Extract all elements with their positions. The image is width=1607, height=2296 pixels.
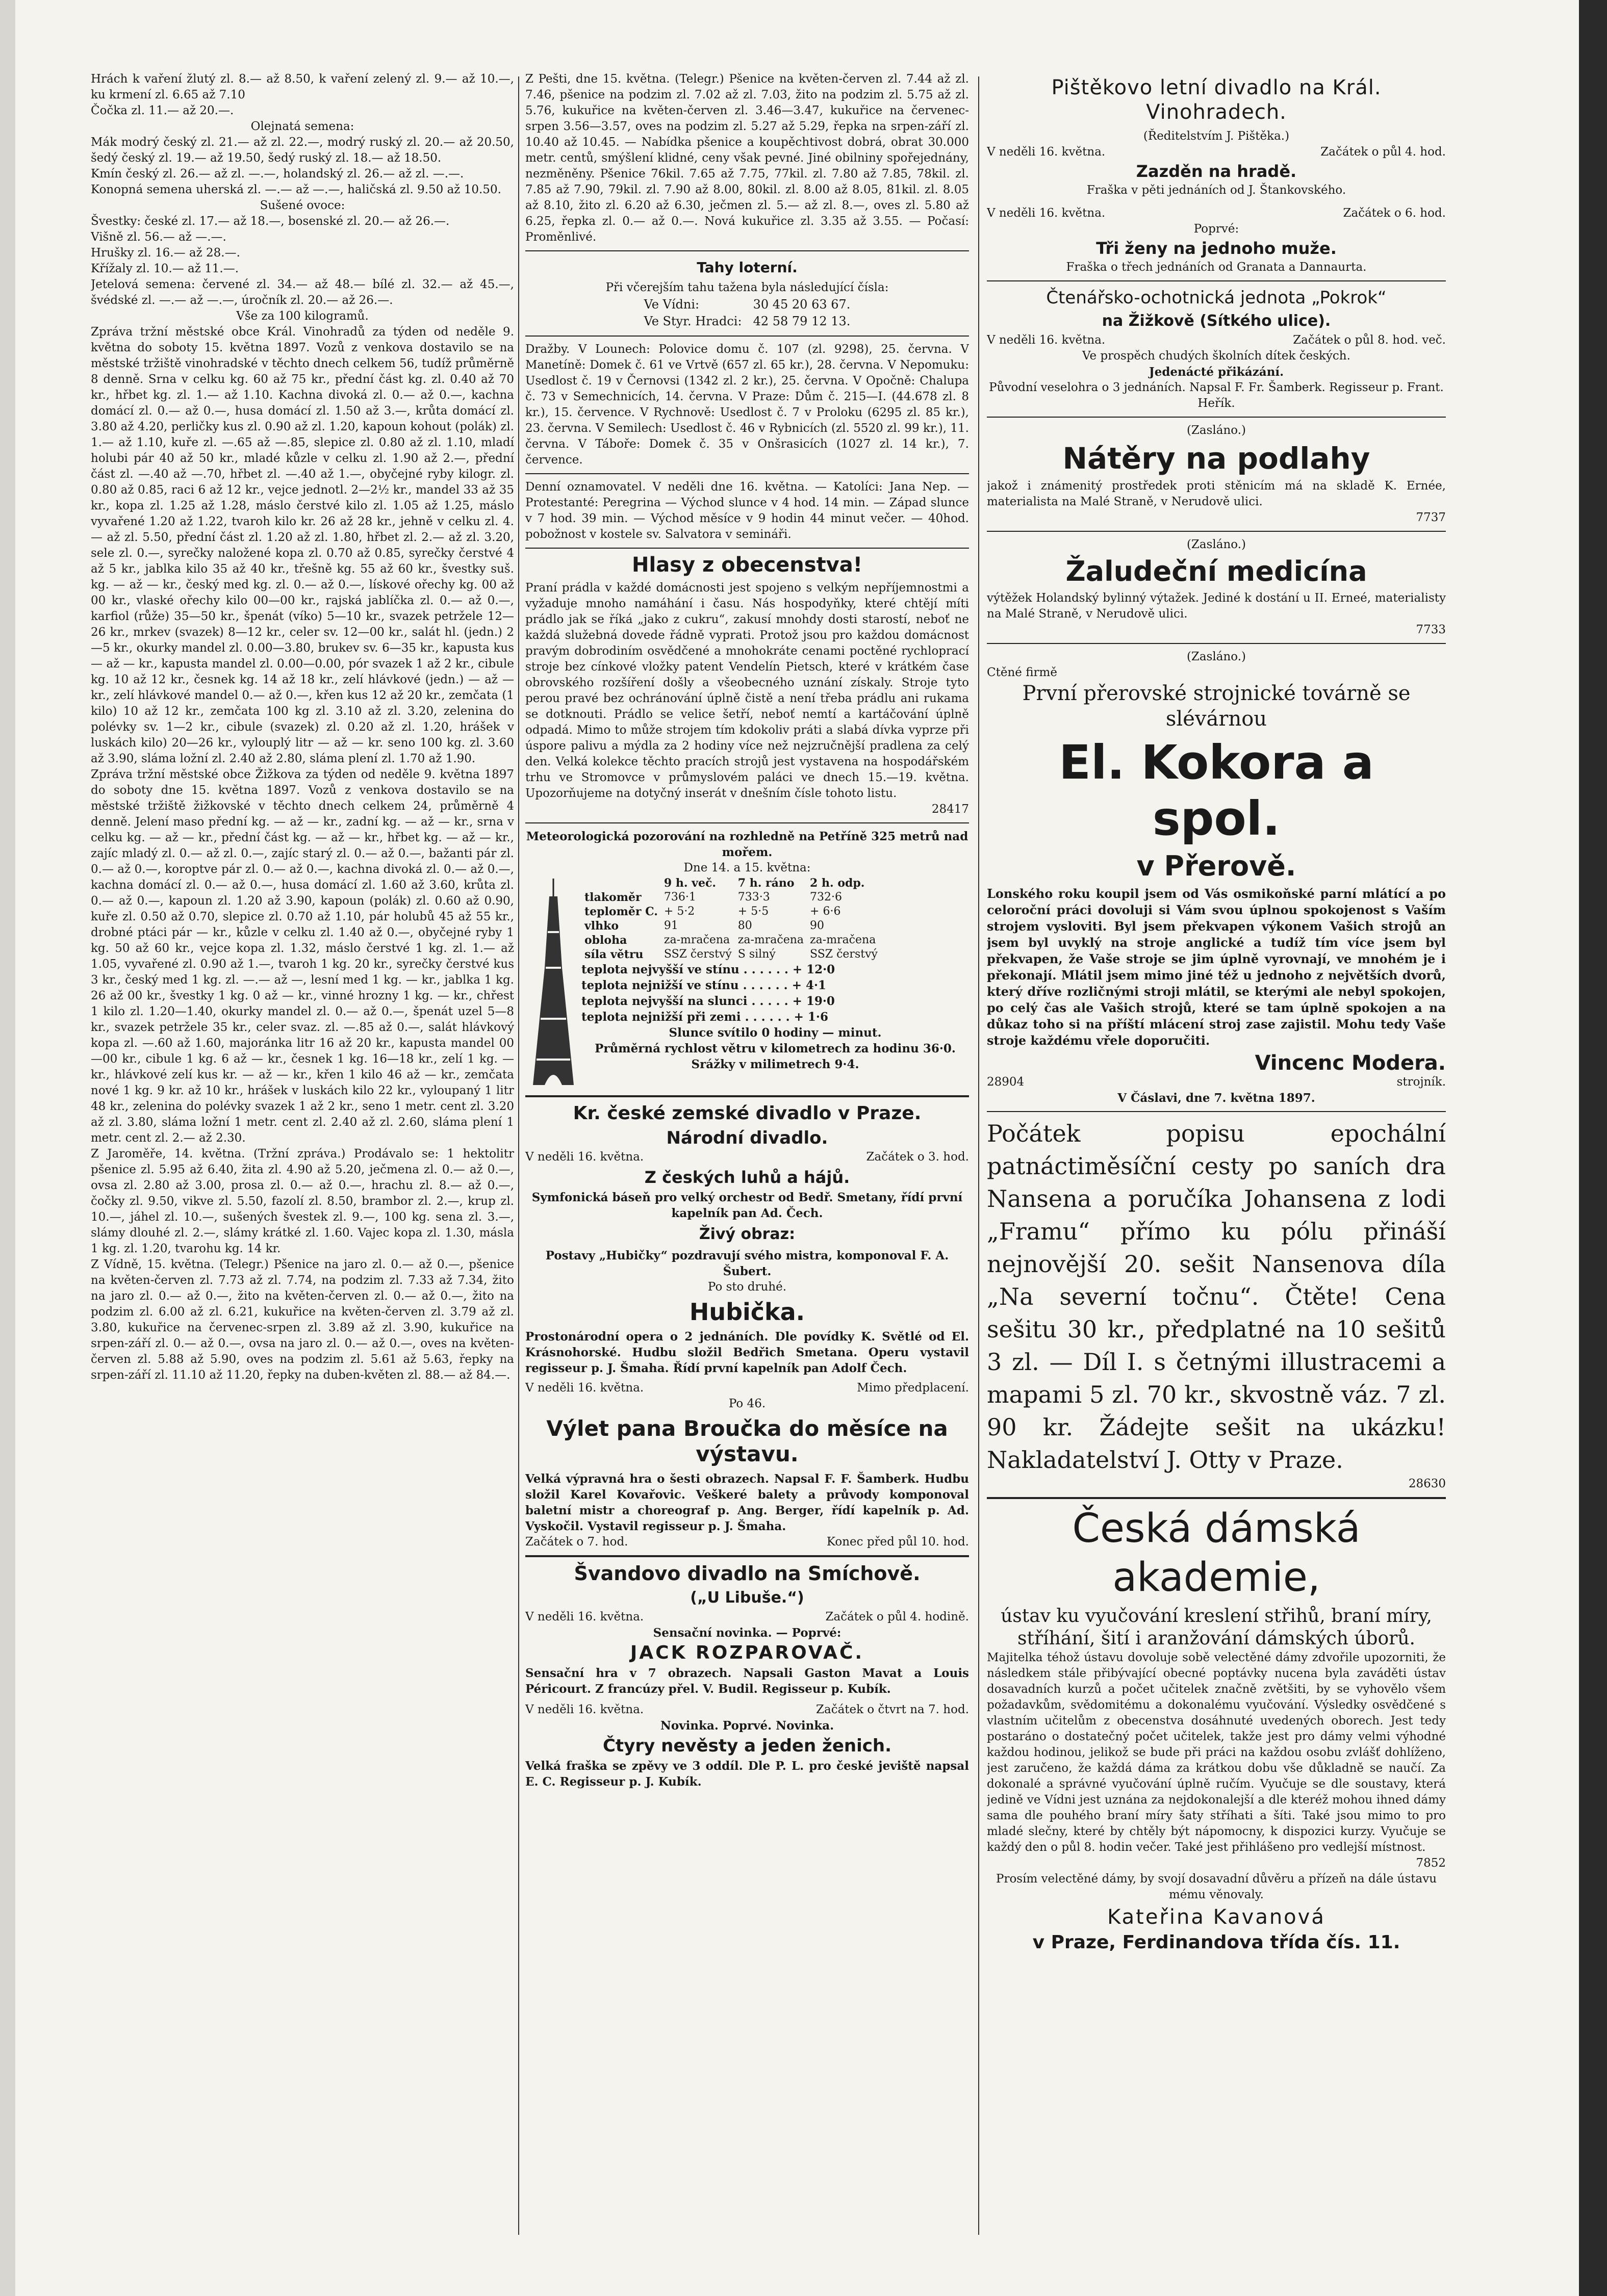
meteo-value: SSZ čerstvý [810,948,878,961]
programme-play-title: Čtyry nevěsty a jeden ženich. [602,1736,892,1756]
programme-date: V neděli 16. května. [525,1150,644,1164]
divider [525,548,969,549]
programme-start: Začátek o půl 4. hod. [1320,145,1446,159]
programme-play-title: Jedenácté přikázání. [1149,365,1284,379]
meteo-value: za-mračena [810,934,876,946]
divider [525,1095,969,1097]
meteo-value: + 5·5 [737,905,769,918]
pistek-theatre-title: Pištěkovo letní divadlo na Král. Vinohradech. [1051,76,1382,124]
programme-desc: Fraška v pěti jednáních od J. Štankovského. [1086,184,1346,197]
meteo-value: + 5·2 [664,905,695,918]
heading-susene: Sušené ovoce: [260,199,345,212]
lottery-numbers: 30 45 20 63 67. [753,297,851,312]
programme-row [525,1534,969,1550]
text-jetelova: Jetelová semena: červené zl. 34.— až 48.— bílé zl. 32.— až 45.—, švédské zl. —.— až —.—, úročník zl. 20.— až 26.—. [91,278,514,307]
meteo-row-label: síla větru [584,948,644,961]
divider [987,1111,1446,1112]
lottery-city: Ve Vídni: [644,297,700,312]
hlasy-text: Praní prádla v každé domácnosti jest spojeno s velkým nepříjemnostmi a vyžaduje mnoho namáhání i času. Nás hospodyňky, které chtějí míti prádlo jak se říká „jako z cukru“, zakusí mnohdy dosti starostí, neboť ne každá služebná dovede řádně vyprati. Protož jsou pro každou domácnost pravým dobrodiním osvědčené a mnohokráte cenami poctěné rychloprací stroje bez cínkové vložky patent Vendelín Pietsch, které v krátkém čase obrovského rozšíření došly a všeobecného uznání získaly. Stroje tyto perou pravé bez ochránování úplně čistě a není třeba prádlu ani rukama se dotknouti. Prádlo se velice šetří, neboť nemtí a kartáčování úplně odpadá. Mimo to může strojem tím kdokoliv práti a slabá dívka vyprze při úspore palivu a mýdla za 2 hodiny více než nejzručnější pradlena za celý den. Velká kolekce těchto pracích strojů jest vystavena na hospodářském trhu ve Stromovce v průmyslovém paláci ve dnech 15.—19. května. Upozorňujeme na dotyčný inserát v dnešním čísle tohoto listu. [525,581,969,800]
meteo-row-label: obloha [584,934,627,947]
programme-start: Začátek o půl 4. hodině. [825,1610,969,1623]
lottery-title: Tahy loterní. [697,259,798,276]
programme-note: Ve prospěch chudých školních dítek českých. [1082,349,1350,363]
ad-number: 28630 [1408,1477,1446,1490]
lottery-intro: Při včerejším tahu tažena byla následující čísla: [605,281,889,294]
programme-row [987,1074,1446,1090]
zaslano-label: (Zasláno.) [1186,650,1246,663]
programme-row [987,205,1446,221]
programme-row [987,144,1446,160]
meteo-extra: teplota nejnižší ve stínu . . . . . . + 4·1 [581,978,826,992]
divider [987,417,1446,418]
text-krizaly: Křížaly zl. 10.— až 11.—. [91,262,239,275]
programme-date: V neděli 16. května. [525,1703,644,1716]
heading-olejnata: Olejnatá semena: [250,120,354,133]
meteo-value: 80 [737,919,752,932]
programme-row [525,1702,969,1718]
ad-title-natery: Nátěry na podlahy [1062,441,1370,476]
lottery-table [638,296,857,330]
programme-row [525,1149,969,1165]
programme-play-title: Hubička. [689,1298,805,1326]
text-svestky: Švestky: české zl. 17.— až 18.—, bosenské zl. 20.— až 26.—. [91,215,450,228]
ad-kokora-letter: Lonského roku koupil jsem od Vás osmikoňské parní mlátící a po celoroční práci dovoluji si Vám svou úplnou spokojenost s Vaším strojem vysloviti. Byl jsem překvapen výkonem Vašich strojů an jsem byl uvyklý na stroje anglické a tudíž tím více jsem byl překvapen, že Vaše stroje se jim úplně vyrovnají, ve mnohém je i překonají. Mlátil jsem mimo jiné též u jednoho z největších dvorů, který dříve rozličnými stroji mlátil, se kterými ale nebyl spokojen, po celý čas ale Vašich strojů, které se tam úplně spokojen a na důkaz toho si na příští mlácení stroj zase zajistil. Mohu tedy Vaše stroje každému vřele doporučiti. [987,886,1446,1048]
programme-start: Začátek o 7. hod. [525,1535,628,1549]
programme-play-title: Tři ženy na jednoho muže. [1096,239,1337,258]
ad-akademie-name: Kateřina Kavanová [1107,1905,1325,1929]
programme-desc: Velká výpravná hra o šesti obrazech. Napsal F. F. Šamberk. Hudbu složil Karel Kovařovic. Veškeré balety a průvody komponoval baletní mistr a choreograf p. Ang. Berger, řídí kapelník p. Ad. Vyskočil. Vystavil regisseur p. J. Šmaha. [525,1472,969,1533]
text-drazby: Dražby. V Lounech: Polovice domu č. 107 (zl. 9298), 25. června. V Manetíně: Domek č. 61 ve Vrtvě (657 zl. 65 kr.), 28. června. V Nepomuku: Usedlost č. 19 v Černovsi (1342 zl. 2 kr.), 25. června. V Opočně: Chalupa č. 73 v Semechnicích, 14. června. V Praze: Dům č. 215—I. (44.678 zl. 8 kr.), 15. července. V Rychnově: Usedlost č. 7 v Proloku (6295 zl. 85 kr.), 23. června. V Semilech: Usedlost č. 46 v Rybnicích (zl. 5520 zl. 99 kr.), 11. června. V Táboře: Domek č. 35 v Onšrasicích (1027 zl. 14 kr.), 7. července. [525,343,969,467]
meteo-extra: Průměrná rychlost větru v kilometrech za hodinu 36·0. [595,1042,956,1055]
report-zizkov: Zpráva tržní městské obce Žižkova za týden od neděle 9. května 1897 do soboty dne 15. května 1897. Vozů z venkova dostavilo se na městské tržiště žižkovské v těchto dnech celkem 24, průměrně 4 denně. Jelení maso přední kg. — až — kr., zadní kg. — až — kr., srna v celku kg. — až — kr., přední část kg. — až — kr., hřbet kg. — až — kr., zajíc mladý zl. 0.— až zl. 0.—, zajíc starý zl. 0.— až 0.—, bažanti pár zl. 0.— až 0.—, koroptve pár zl. 0.— až 0.—, kachna divoká zl. 0.— až 0.—, kachna domácí zl. 0.— až 0.—, husa domácí zl. 1.60 až 3.60, krůta zl. 0.— až 0.—, kapoun zl. 1.20 až 3.90, kapoun (polák) zl. 0.60 až 0.90, kuře zl. 0.50 až 0.70, slepice zl. 0.70 až 1.10, pár holubů 45 až 55 kr., drobné ptáci pár — kr., kůzle v celku zl. 1.40 až 0.—, obyčejné ryby 1 kg. 50 až 60 kr., vejce kopa zl. 1.32, máslo čerstvé 1 kg. zl. 1.— až 1.05, vyvařené zl. 0.90 až 1.—, tvaroh 1 kg. 20 kr., syrečky čerstvé kus 3 kr., český med 1 kg. zl. —.— až —, lesní med 1 kg. — kr., jablka 1 kg. 26 až 00 kr., švestky 1 kg. 0 až — kr., vinné hrozny 1 kg. — kr., chřest 1 kilo zl. 1.20—1.40, okurky mandel zl. 0.— až 0.—, špenát uzel 5—8 kr., svazek petržele 35 kr., celer svaz. zl. —.85 až 0.—, salát hlávkový kopa zl. —.60 až 1.60, majoránka litr 16 až 20 kr., kapusta mandel 00—00 kr., cibule 1 kg. 6 až — kr., česnek 1 kg. 16—18 kr., zelí 1 kg. — kr., hlávkové zelí kus kr. — až — kr., křen 1 kilo 46 až — kr., zemčata nové 1 kg. 9 kr. až 10 kr., hrášek v luskách kilo 22 kr., vyloupaný 1 litr 48 kr., zelenina do polévky svazek 1 až 2 kr., seno 1 metr. cent zl. 3.20 až zl. 3.80, sláma ložní 1 metr. cent zl. 2.40 až zl. 2.60, sláma plení 1 metr. cent zl. 2.— až 2.30. [91,768,514,1145]
programme-note: Novinka. Poprvé. Novinka. [660,1719,834,1733]
meteo-value: 91 [664,919,678,932]
national-theatre-subtitle: Národní divadlo. [666,1128,828,1148]
ad-akademie-text: Majitelka téhož ústavu dovoluje sobě velectěné dámy zdvořile upozorniti, že následkem stále přibývající obecné poptávky nucena byla zaváděti ústav dosavadních kurzů a počet učitelek značně zvětšiti, by se vyhovělo všem požadavkům, svědomitému a dokonalému vyučování. Výsledky osvědčené s vlastním učitelům z obecenstva dosáhnuté uvedených oborech. Jest tedy postaráno o dostatečný počet učitelek, takže jest pro dámy velmi výhodné každou hodinou, jelikož se bude při práci na každou osobu zvlášť dohlíženo, jest zaručeno, že každá dáma za krátkou dobu vše důkladně se naučí. Za dokonalé a správné vyučování úplně ručím. Vyučuje se dle soustavy, která jedině ve Vídni jest uznána za nejdokonalejší a dle kteréž mohou ihned dámy sama dle pouhého braní míry šaty stříhati a šíti. Také jsou mimo to pro mladé slečny, které by chtěly být nápomocny, k dispozici kurzy. Vyučuje se každý den o půl 8. hodin večer. Také jest přihlášeno pro vedlejší místnost. [987,1651,1446,1854]
divider [525,336,969,337]
text-kilogramu: Vše za 100 kilogramů. [236,309,369,323]
meteo-row-label: tlakoměr [584,891,642,904]
meteo-value: S silný [737,948,776,961]
column-middle [525,71,969,2235]
text-cocka: Čočka zl. 11.— až 20.—. [91,104,234,117]
report-viden: Z Vídně, 15. května. (Telegr.) Pšenice na jaro zl. 0.— až 0.—, pšenice na květen-červen zl. 7.73 až zl. 7.74, na podzim zl. 7.33 až 7.34, žito na jaro zl. 0.— až 0.—, žito na květen-červen zl. 0.— až 0.—, žito na podzim zl. 6.00 až zl. 6.21, kukuřice na květen-červen zl. 3.79 až zl. 3.80, kukuřice na červenec-srpen zl. 3.89 až zl. 3.90, kukuřice na srpen-září zl. 0.— až 0.—, ovsa na jaro zl. 0.— až 0.—, oves na květen-červen zl. 5.88 až 5.90, oves na podzim zl. 5.61 až 5.63, řepky na srpen-září zl. 11.10 až 11.20, řepky na duben-květen zl. 88.— až 84.—. [91,1258,514,1382]
programme-date: V neděli 16. května. [987,145,1106,159]
ad-title-medicina: Žaludeční medicína [1065,555,1367,587]
pistek-theatre-subtitle: (Ředitelstvím J. Pištěka.) [1143,130,1290,143]
meteo-extra: Slunce svítilo 0 hodiny — minut. [669,1026,882,1040]
text-konopna: Konopná semena uherská zl. —.— až —.—, haličská zl. 9.50 až 10.50. [91,183,501,196]
meteo-col-head: 7 h. ráno [737,876,795,890]
divider [525,822,969,823]
programme-date: V neděli 16. května. [525,1381,644,1395]
text-denni-oznamovatel: Denní oznamovatel. V neděli dne 16. května. — Katolíci: Jana Nep. — Protestanté: Peregrina — Východ slunce v 4 hod. 14 min. — Západ slunce v 7 hod. 39 min. — Východ měsíce v 9 hodin 44 minut večer. — 40hod. pobožnost v kostele sv. Salvatora v semináři. [525,480,969,541]
ad-number: 7737 [1416,511,1446,524]
programme-row [525,1609,969,1625]
column-rule-2 [978,76,979,2235]
programme-desc: Velká fraška se zpěvy ve 3 oddíl. Dle P. L. pro české jeviště napsal E. C. Regisseur p. J. Kubík. [525,1759,969,1789]
meteo-value: za-mračena [737,934,804,946]
meteo-row-label: teploměr C. [584,905,658,918]
ad-kokora-signature: Vincenc Modera. [1255,1051,1446,1075]
ad-text-medicina: výtěžek Holandský bylinný výtažek. Jediné k dostání u II. Erneé, materialisty na Malé Straně, v Nerudově ulici. [987,591,1446,621]
programme-note: Sensační novinka. — Poprvé: [653,1626,841,1640]
pokrok-subtitle: na Žižkově (Sítkého ulice). [1102,312,1331,330]
scan-edge-left [0,0,15,2296]
meteo-value: 736·1 [664,891,696,904]
scan-edge-right [1579,0,1607,2296]
programme-note: Po sto druhé. [707,1280,787,1294]
programme-date: V neděli 16. května. [987,207,1106,220]
programme-row [525,1380,969,1396]
meteo-value: za-mračena [664,934,730,946]
letter-salutation: Ctěné firmě [987,666,1057,679]
meteo-value: SSZ čerstvý [664,948,732,961]
text-kmin: Kmín český zl. 26.— až zl. —.—, holandský zl. 26.— až zl. —.—. [91,167,464,180]
ad-nansen: Počátek popisu epochální patnáctiměsíční cesty po saních dra Nansena a poručíka Johansena z lodi „Framu“ přímo ku pólu přináší nejnovější 20. sešit Nansenova díla „Na severní točnu“. Čtěte! Cena sešitu 30 kr., předplatné na 10 sešitů 3 zl. — Díl I. s četnými illustracemi a mapami 5 zl. 70 kr., skvostně váz. 7 zl. 90 kr. Žádejte sešit na ukázku! Nakladatelství J. Otty v Praze. [987,1120,1446,1474]
programme-note: Poprvé: [1193,222,1239,236]
programme-date: V neděli 16. května. [987,333,1106,347]
divider [525,1555,969,1557]
programme-desc: Symfonická báseň pro velký orchestr od Bedř. Smetany, řídí první kapelník pan Ad. Čech. [531,1191,963,1220]
text-hrusky: Hrušky zl. 16.— až 28.—. [91,246,240,260]
divider [987,643,1446,644]
report-jaromer: Z Jaroměře, 14. května. (Tržní zpráva.) Prodávalo se: 1 hektolitr pšenice zl. 5.95 až 6.40, žita zl. 4.90 až 5.20, ječmena zl. 0.— až 0.—, ovsa zl. 2.80 až 3.00, prosa zl. 0.— až 0.—, hrachu zl. 8.— až 0.—, čočky zl. 9.50, vikve zl. 5.50, fazolí zl. 8.50, brambor zl. 2.—, krup zl. 10.—, jáhel zl. 10.—, sušených švestek zl. 9.—, 100 kg. sena zl. 3.—, slámy dlouhé zl. 2.—, slámy krátké zl. 1.60. Vajec kopa zl. 1.30, másla 1 kg. zl. 1.20, tvarohu kg. 14 kr. [91,1147,514,1255]
meteo-col-head: 9 h. več. [664,876,717,890]
meteo-block [525,876,969,1090]
column-advertisements [987,71,1446,2235]
programme-play-title: JACK ROZPAROVAČ. [630,1642,864,1663]
meteo-extra: teplota nejvyšší ve stínu . . . . . . + 12·0 [581,963,835,976]
programme-start: Začátek o 6. hod. [1343,207,1446,220]
text-visne: Višně zl. 56.— až —.—. [91,230,226,244]
meteo-value: 90 [810,919,825,932]
meteo-value: 733·3 [737,891,770,904]
programme-play-title: Zazděn na hradě. [1136,162,1297,181]
meteo-value: 732·6 [810,891,843,904]
programme-play-title: Výlet pana Broučka do měsíce na výstavu. [546,1416,948,1466]
ad-kokora-city: v Přerově. [1136,850,1296,882]
programme-date: V neděli 16. května. [525,1610,644,1623]
ad-kokora-signature-role: strojník. [1396,1075,1446,1089]
text-mak: Mák modrý český zl. 21.— až zl. 22.—, modrý ruský zl. 20.— až 20.50, šedý český zl. 19.— až 19.50, šedý ruský zl. 18.— až 18.50. [91,136,514,165]
ad-kokora-heading: První přerovské strojnické továrně se slévárnou [1022,682,1411,731]
hlasy-number: 28417 [931,803,969,816]
meteo-extra: teplota nejvyšší na slunci . . . . . + 19·0 [581,994,835,1008]
ad-kokora-date: V Čáslavi, dne 7. května 1897. [1117,1091,1315,1105]
petrin-tower-icon [525,876,581,1090]
meteo-dates: Dne 14. a 15. května: [683,861,811,874]
divider [525,473,969,474]
lottery-numbers: 42 58 79 12 13. [753,314,851,328]
programme-desc: Fraška o třech jednáních od Granata a Dannaurta. [1066,261,1367,274]
zaslano-label: (Zasláno.) [1186,538,1246,551]
meteo-table [581,876,881,962]
programme-note: Po 46. [728,1397,766,1410]
programme-desc: Postavy „Hubičky“ pozdravují svého mistra, komponoval F. A. Šubert. [545,1249,949,1278]
programme-row [987,332,1446,348]
report-vinohrady: Zpráva tržní městské obce Král. Vinohradů za týden od neděle 9. května do soboty 15. května 1897. Vozů z venkova dostavilo se na městské tržiště vinohradské v těchto dnech celkem 56, tudíž průměrně 8 denně. Srna v celku kg. 60 až 75 kr., přední část kg. zl. 0.40 až 70 kr., hřbet kg. zl. 1.— až 1.10. Kachna divoká zl. 0.— až 0.—, kachna domácí zl. 0.— až 0.—, husa domácí zl. 1.50 až 3.—, krůta domácí zl. 3.80 až 4.20, perličky kus zl. 0.90 až zl. 1.20, kapoun kohout (polák) zl. 1.— až 1.10, kuře zl. —.65 až —.85, slepice zl. 0.80 až zl. 1.10, mladí holubi pár 40 až 50 kr., mladé kůzle v celku zl. 1.90 až 2.—, přední část zl. —.40 až —.70, hřbet zl. —.40 až 1.—, obyčejné ryby kilogr. zl. 0.80 až 0.85, raci 6 až 12 kr., vejce jednotl. 2—2½ kr., mandel 33 až 35 kr., kopa zl. 1.25 až 1.28, máslo čerstvé kilo zl. 1.05 až 1.25, máslo vyvařené 1.20 až 1.22, tvaroh kilo kr. 26 až 28 kr., jehně v celku zl. 4.— až zl. 5.50, přední část zl. 1.20 až zl. 1.80, hřbet zl. 2.— až zl. 3.20, sele zl. 0.—, syrečky naložené kopa zl. 0.70 až 0.85, syrečky čerstvé 4 až 5 kr., jablka kilo 35 až 40 kr., třešně kg. 55 až 60 kr., švestky suš. kg. — až — kr., český med kg. zl. 0.— až 0.—, lískové ořechy kg. 00 až 00 kr., vlaské ořechy kilo 00—00 kr., rajská jablíčka zl. 0.— až 0.—, karfiol (růže) 35—50 kr., špenát (víko) 5—10 kr., svazek petržele 12—26 kr., mrkev (svazek) 8—12 kr., celer sv. 12—00 kr., salát hl. (jedn.) 2—5 kr., okurky mandel zl. 0.00—3.80, brukev sv. 6—35 kr., kapusta kus — až — kr., kapusta mandel zl. 0.00—0.00, pór svazek 1 až 2 kr., cibule kg. 10 až 12 kr., česnek kg. 14 až 18 kr., zelí hlávkové (jedn.) — až — kr., zelí hlávkové mandel 0.— až 0.—, křen kus 12 až 20 kr., zemčata (1 kilo) 10 až 12 kr., zemčata 100 kg zl. 3.10 až zl. 3.20, zelenina do polévky sv. 1—2 kr., cibule (svazek) zl. 0.20 až zl. 1.20, hrášek v luskách kilo) 20—26 kr., vylouplý litr — až — kr. seno 100 kg. zl. 3.60 až 3.90, sláma ložní zl. 2.40 až 2.80, sláma plení zl. 1.70 až 1.90. [91,325,514,765]
meteo-title: Meteorologická pozorování na rozhledně na Petříně 325 metrů nad mořem. [526,830,968,859]
meteo-extra: Srážky v milimetrech 9·4. [691,1057,859,1071]
ad-number: 7852 [1416,1856,1446,1870]
programme-desc: Prostonárodní opera o 2 jednáních. Dle povídky K. Světlé od El. Krásnohorské. Hudbu složil Bedřich Smetana. Operu vystavil regisseur p. J. Šmaha. Řídí první kapelník pan Adolf Čech. [525,1330,969,1375]
programme-start: Začátek o 3. hod. [866,1150,969,1164]
divider [987,531,1446,532]
meteo-col-head: 2 h. odp. [810,876,865,890]
ad-akademie-subtitle: ústav ku vyučování kreslení střihů, braní míry, stříhání, šití i aranžování dámských úborů. [1001,1606,1432,1649]
programme-start: Začátek o čtvrt na 7. hod. [816,1703,969,1716]
programme-play-title: Živý obraz: [699,1225,796,1243]
column-market-reports [91,71,514,2235]
divider [525,250,969,251]
programme-end: Konec před půl 10. hod. [826,1535,969,1549]
programme-note: Mimo předplacení. [857,1381,969,1395]
svanda-theatre-subtitle: („U Libuše.“) [690,1589,804,1607]
zaslano-label: (Zasláno.) [1186,424,1246,437]
programme-desc: Sensační hra v 7 obrazech. Napsali Gaston Mavat a Louis Péricourt. Z francúzy přel. V. Budil. Regisseur p. Kubík. [525,1666,969,1696]
lottery-city: Ve Styr. Hradci: [644,314,742,328]
programme-desc: Původní veselohra o 3 jednáních. Napsal F. Fr. Šamberk. Regisseur p. Frant. Heřík. [989,381,1444,410]
meteo-row-label: vlhko [584,919,619,933]
meteo-value: + 6·6 [810,905,841,918]
meteo-extra: teplota nejnižší při zemi . . . . . . + 1·6 [581,1010,828,1024]
ad-akademie-address: v Praze, Ferdinandova třída čís. 11. [1032,1932,1400,1953]
ad-akademie-plea: Prosím velectěné dámy, by svojí dosavadní důvěru a přízeň na dále ústavu mému věnovaly. [996,1872,1437,1901]
divider [987,1497,1446,1499]
ad-text-natery: jakož i známenitý prostředek proti stěnicím má na skladě K. Ernée, materialista na Malé Straně, v Nerudově ulici. [987,479,1446,508]
column-rule-1 [518,76,519,2235]
pokrok-title: Čtenářsko-ochotnická jednota „Pokrok“ [1046,288,1387,308]
report-pest: Z Pešti, dne 15. května. (Telegr.) Pšenice na květen-červen zl. 7.44 až zl. 7.46, pšenice na podzim zl. 7.02 až zl. 7.03, žito na podzim zl. 5.75 až zl. 5.76, kukuřice na květen-červen zl. 3.46—3.47, kukuřice na červenec-srpen 3.56—3.57, oves na podzim zl. 5.27 až 5.29, řepka na srpen-září zl. 10.40 až 10.45. — Nabídka pšenice a koupěchtivost dobrá, obrat 30.000 metr. centů, smýšlení klidné, ceny však pevné. Jiné obilniny spořejednány, nezměněny. Pšenice 76kil. 7.65 až 7.75, 77kil. zl. 7.80 až 7.85, 78kil. zl. 7.85 až 7.90, 79kil. zl. 7.90 až 8.00, 80kil. zl. 8.00 až 8.05, 81kil. zl. 8.05 až 8.10, žito zl. 6.20 až 6.30, ječmen zl. 5.— až zl. 8.—, oves zl. 5.80 až 6.25, řepka zl. 0.— až 0.—. Nová kukuřice zl. 3.35 až 3.55. — Počasí: Proměnlivé. [525,72,969,244]
ad-kokora-name: El. Kokora a spol. [1059,735,1374,846]
hlasy-title: Hlasy z obecenstva! [632,553,862,577]
text-hrach: Hrách k vaření žlutý zl. 8.— až 8.50, k vaření zelený zl. 9.— až 10.—, ku krmení zl. 6.65 až 7.10 [91,72,514,101]
programme-play-title: Z českých luhů a hájů. [644,1168,850,1187]
divider [987,280,1446,281]
national-theatre-title: Kr. české zemské divadlo v Praze. [573,1103,922,1124]
ad-akademie-title: Česká dámská akademie, [1072,1506,1361,1601]
ad-number: 28904 [987,1075,1025,1089]
svanda-theatre-title: Švandovo divadlo na Smíchově. [574,1562,921,1585]
ad-number: 7733 [1416,623,1446,636]
programme-start: Začátek o půl 8. hod. več. [1293,333,1446,347]
